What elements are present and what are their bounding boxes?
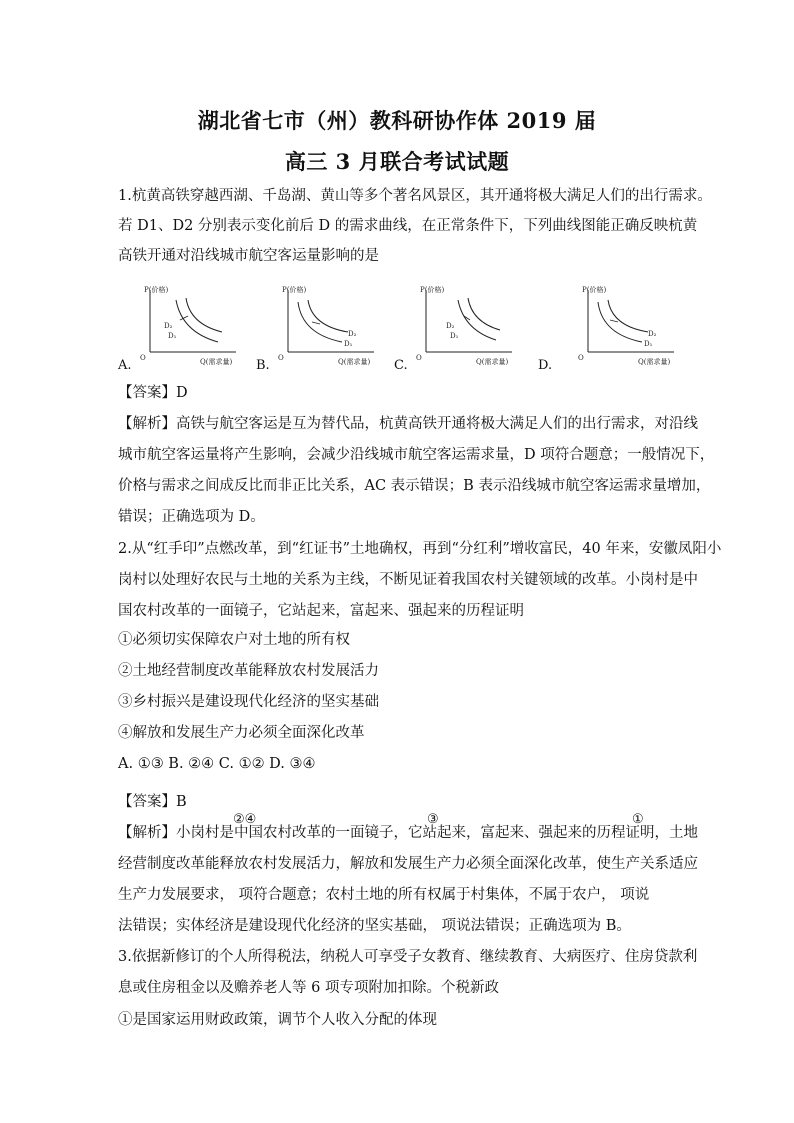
x-axis-label: Q(需求量) (638, 358, 671, 366)
q2-item (118, 692, 698, 712)
y-axis-label: P(价格) (582, 286, 607, 294)
q3-stem-line: 息或住房租金以及赡养老人等 6 项专项附加扣除。个税新政 (118, 980, 499, 996)
q1-analysis-line: 城市航空客运量将产生影响，会减少沿线城市航空客运需求量，D 项符合题意；一般情况下， (118, 447, 715, 463)
origin-label: O (278, 354, 284, 362)
q2-analysis-line: 【解析】小岗村是中国农村改革的一面镜子，它站起来，富起来、强起来的历程证明，土地 (118, 825, 698, 841)
curve-label: D₂ (348, 330, 357, 338)
q2-analysis-line: 法错误；实体经济是建设现代化经济的坚实基础， 项说法错误；正确选项为 B。 (118, 918, 631, 934)
analysis-mark: ②④ (233, 812, 257, 827)
page-title: 湖北省七市（州）教科研协作体 2019 届 (197, 108, 597, 133)
curve-label: D₁ (344, 340, 353, 348)
item-number: ③ (118, 694, 133, 710)
y-axis-label: P(价格) (144, 286, 169, 294)
analysis-mark: ① (632, 812, 644, 827)
q2-item (118, 723, 698, 743)
item-number: ② (118, 663, 133, 679)
demand-curve-graph (256, 280, 386, 376)
q1-analysis-line: 价格与需求之间成反比而非正比关系，AC 表示错误；B 表示沿线城市航空客运需求量增加， (118, 478, 711, 494)
y-axis-label: P(价格) (282, 286, 307, 294)
q1-answer: 【答案】D (118, 385, 188, 401)
origin-label: O (140, 354, 146, 362)
q2-item (118, 630, 698, 650)
graph-option-d (538, 280, 678, 376)
q1-graph-options (118, 280, 698, 380)
page-subtitle: 高三 3 月联合考试试题 (284, 149, 510, 174)
q1-stem-line: 高铁开通对沿线城市航空客运量影响的是 (118, 248, 379, 264)
demand-curve-graph (118, 280, 248, 376)
curve-label: D₂ (648, 330, 657, 338)
q2-item (118, 661, 698, 681)
graph-option-c (394, 280, 524, 376)
q2-answer: 【答案】B (118, 794, 187, 810)
item-text: 乡村振兴是建设现代化经济的坚实基础 (132, 694, 379, 710)
option-letter: A. (118, 358, 132, 373)
demand-curve-graph (394, 280, 524, 376)
q2-stem-line: 岗村以处理好农民与土地的关系为主线，不断见证着我国农村关键领域的改革。小岗村是中 (118, 572, 698, 588)
item-text: 必须切实保障农户对土地的所有权 (132, 632, 350, 648)
item-number: ① (118, 632, 133, 648)
item-text: 土地经营制度改革能释放农村发展活力 (132, 663, 379, 679)
q2-analysis-line: 生产力发展要求， 项符合题意；农村土地的所有权属于村集体，不属于农户， 项说 (118, 887, 650, 903)
option-letter: D. (538, 358, 553, 373)
q2-analysis-line: 经营制度改革能释放农村发展活力，解放和发展生产力必须全面深化改革，使生产关系适应 (118, 856, 698, 872)
x-axis-label: Q(需求量) (338, 358, 371, 366)
item-text: 是国家运用财政政策，调节个人收入分配的体现 (132, 1012, 437, 1028)
q2-options: A. ①③ B. ②④ C. ①② D. ③④ (118, 756, 316, 772)
x-axis-label: Q(需求量) (476, 358, 509, 366)
q2-stem-line: 国农村改革的一面镜子，它站起来，富起来、强起来的历程证明 (118, 603, 524, 619)
graph-option-b (256, 280, 386, 376)
analysis-mark: ③ (427, 812, 439, 827)
q3-stem-line: 3.依据新修订的个人所得税法，纳税人可享受子女教育、继续教育、大病医疗、住房贷款利 (118, 949, 698, 965)
item-number: ④ (118, 725, 133, 741)
curve-label: D₁ (644, 340, 653, 348)
item-text: 解放和发展生产力必须全面深化改革 (132, 725, 365, 741)
q1-stem-line: 1.杭黄高铁穿越西湖、千岛湖、黄山等多个著名风景区，其开通将极大满足人们的出行需求。 (118, 188, 712, 204)
origin-label: O (578, 354, 584, 362)
item-number: ① (118, 1012, 133, 1028)
option-letter: B. (256, 358, 270, 373)
q1-analysis-line: 错误；正确选项为 D。 (118, 509, 265, 525)
q1-stem-line: 若 D1、D2 分别表示变化前后 D 的需求曲线，在正常条件下，下列曲线图能正确反映杭黄 (118, 218, 698, 234)
q2-stem-line: 2.从“红手印”点燃改革，到“红证书”土地确权，再到“分红利”增收富民，40 年来，安徽凤阳小 (118, 541, 722, 557)
q1-analysis-line: 【解析】高铁与航空客运是互为替代品，杭黄高铁开通将极大满足人们的出行需求，对沿线 (118, 416, 698, 432)
origin-label: O (416, 354, 422, 362)
option-letter: C. (394, 358, 408, 373)
curve-label: D₂ (446, 322, 455, 330)
y-axis-label: P(价格) (420, 286, 445, 294)
curve-label: D₁ (450, 332, 459, 340)
q3-item (118, 1010, 698, 1030)
graph-option-a (118, 280, 248, 376)
demand-curve-graph (538, 280, 678, 376)
curve-label: D₂ (164, 322, 173, 330)
x-axis-label: Q(需求量) (200, 358, 233, 366)
curve-label: D₁ (168, 332, 177, 340)
